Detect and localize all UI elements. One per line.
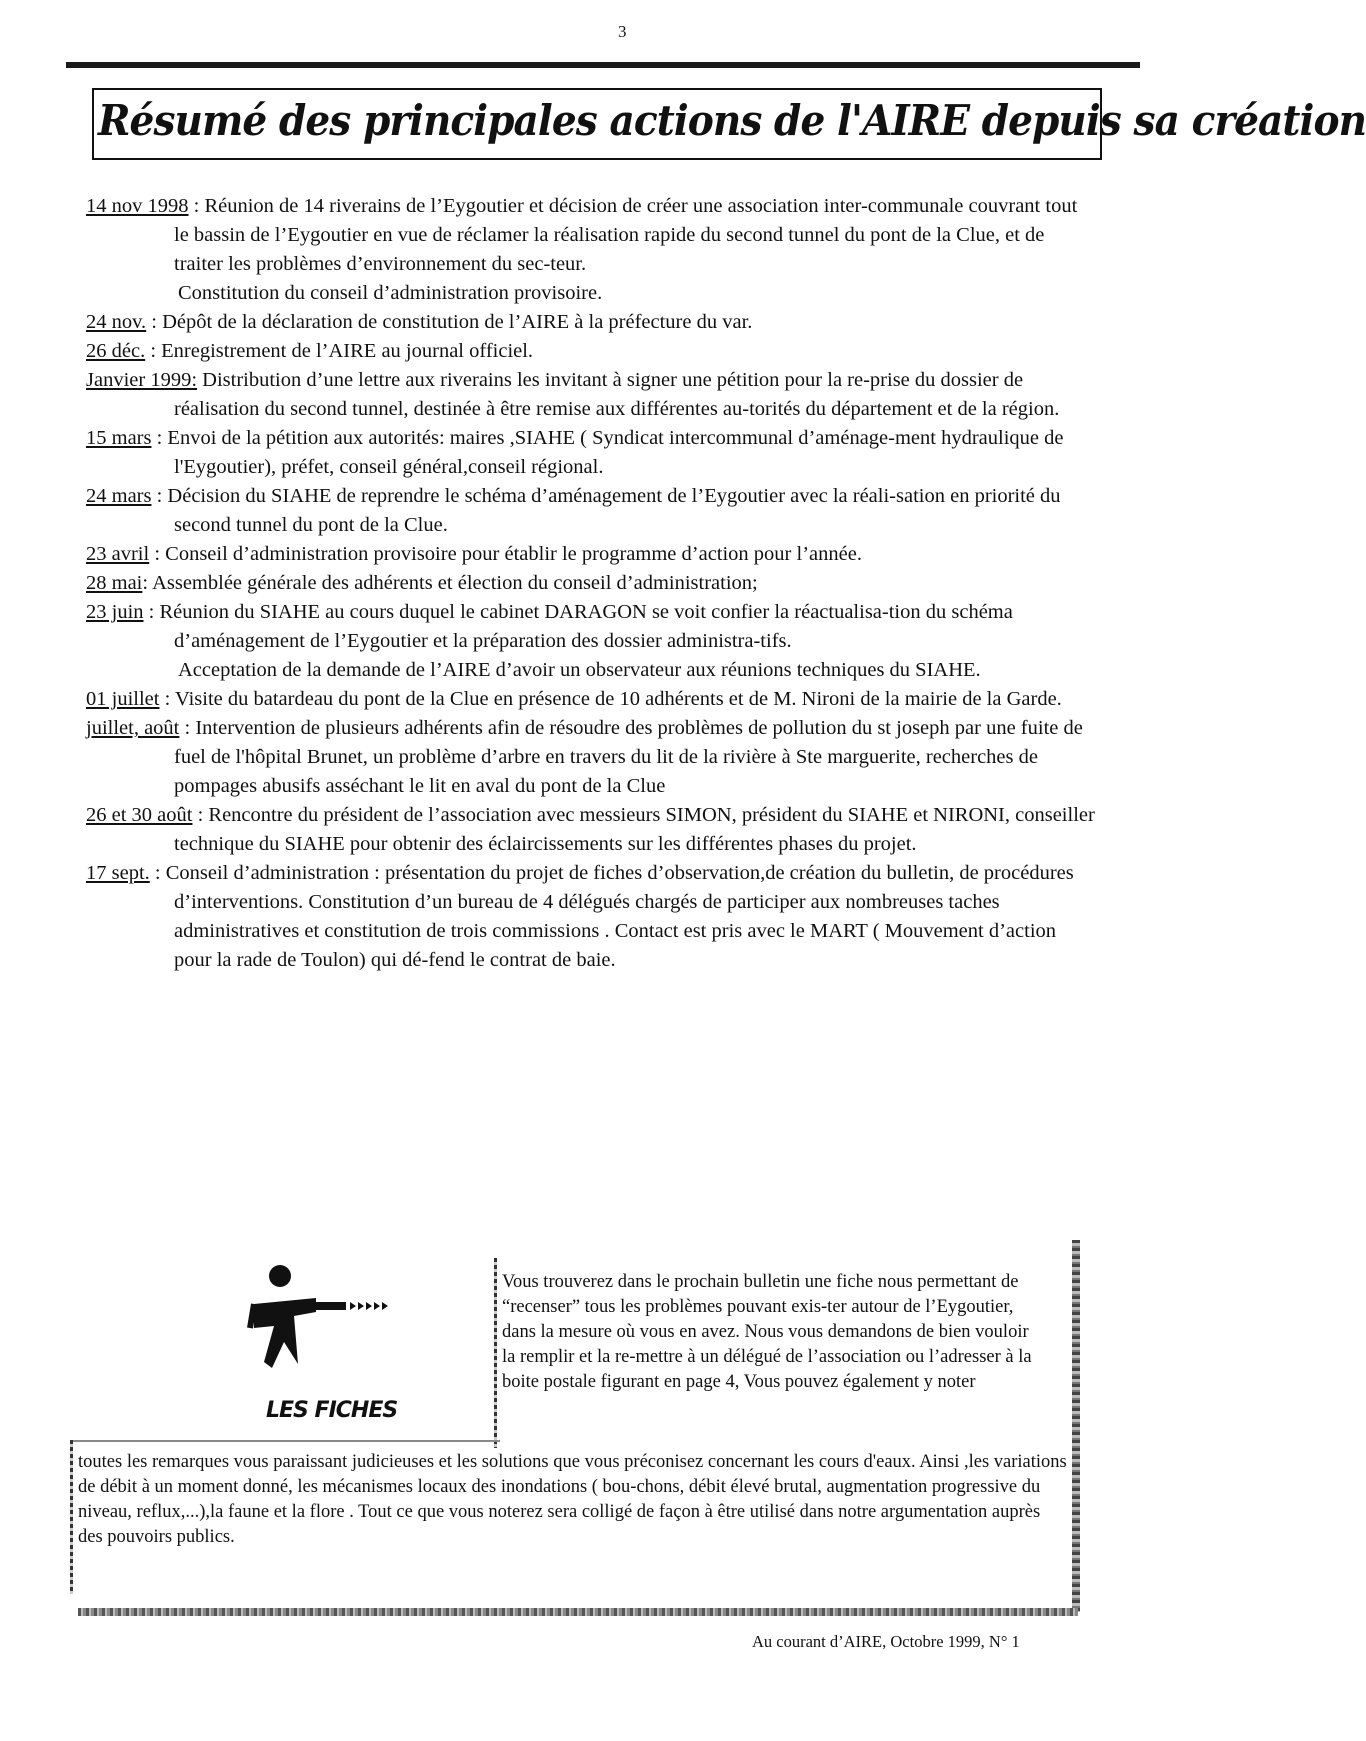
action-entry: [86, 540, 1096, 569]
entry-text: : Réunion du SIAHE au cours duquel le cabinet DARAGON se voit confier la réactualisa-tion du schéma d’aménagement de l’Eygoutier et la préparation des dossier administra-tifs.: [143, 601, 1013, 652]
entry-text: : Conseil d’administration : présentation du projet de fiches d’observation,de création du bulletin, de procédures d’interventions. Constitution d’un bureau de 4 délégués chargés de participer aux nombreuses taches administratives et constitution de trois commissions . Contact est pris avec le MART ( Mouvement d’action pour la rade de Toulon) qui dé-fend le contrat de baie.: [149, 862, 1074, 971]
entry-date: Janvier 1999:: [86, 369, 198, 391]
entry-date: 17 sept.: [86, 862, 150, 884]
entry-date: 15 mars: [86, 427, 152, 449]
action-entry: [86, 598, 1096, 656]
les-fiches-label: LES FICHES: [266, 1398, 398, 1423]
entry-text: : Rencontre du président de l’association avec messieurs SIMON, président du SIAHE et NIRONI, conseiller technique du SIAHE pour obtenir des éclaircissements sur les différentes phases du projet.: [174, 804, 1095, 855]
header-rule: [66, 62, 1140, 68]
entry-text: : Assemblée générale des adhérents et élection du conseil d’administration;: [142, 572, 758, 594]
entry-text: : Envoi de la pétition aux autorités: maires ,SIAHE ( Syndicat intercommunal d’aménage-ment hydraulique de l'Eygoutier), préfet, conseil général,conseil régional.: [151, 427, 1064, 478]
notice-text-top: Vous trouverez dans le prochain bulletin une fiche nous permettant de “recenser” tous les problèmes pouvant exis-ter autour de l’Eygoutier, dans la mesure où vous en avez. Nous vous demandons de bien vouloir la remplir et la re-mettre à un délégué de l’association ou l’adresser à la boite postale figurant en page 4, Vous pouvez également y noter: [502, 1272, 1032, 1392]
action-entry: [86, 482, 1096, 540]
action-entry: [86, 337, 1096, 366]
entry-date: 14 nov 1998: [86, 195, 189, 217]
entry-date: 26 et 30 août: [86, 804, 193, 826]
entry-text: : Conseil d’administration provisoire pour établir le programme d’action pour l’année.: [149, 543, 862, 565]
action-entry: [86, 859, 1096, 975]
notice-text-bottom: toutes les remarques vous paraissant judicieuses et les solutions que vous préconisez concernant les cours d'eaux. Ainsi ,les variations de débit à un moment donné, les mécanismes locaux des inondations ( bou-chons, débit élevé brutal, augmentation progressive du niveau, reflux,...),la faune et la flore . Tout ce que vous noterez sera colligé de façon à être utilisé dans notre argumentation auprès des pouvoirs publics.: [78, 1452, 1067, 1547]
action-entry: [86, 569, 1096, 598]
entry-text: : Visite du batardeau du pont de la Clue en présence de 10 adhérents et de M. Nironi de la mairie de la Garde.: [159, 688, 1062, 710]
entry-text: : Intervention de plusieurs adhérents afin de résoudre des problèmes de pollution du st joseph par une fuite de fuel de l'hôpital Brunet, un problème d’arbre en travers du lit de la rivière à Ste marguerite, recherches de pompages abusifs asséchant le lit en aval du pont de la Clue: [174, 717, 1083, 797]
entry-date: 26 déc.: [86, 340, 146, 362]
entry-date: 23 juin: [86, 601, 144, 623]
entry-text: Distribution d’une lettre aux riverains les invitant à signer une pétition pour la re-prise du dossier de réalisation du second tunnel, destinée à être remise aux différentes au-torités du département et de la région.: [174, 369, 1060, 420]
action-entry: [86, 801, 1096, 859]
action-entry: [86, 424, 1096, 482]
entry-date: 01 juillet: [86, 688, 160, 710]
figure-icon: [254, 1264, 404, 1404]
divider-right: [1072, 1240, 1080, 1612]
entry-date: 24 nov.: [86, 311, 147, 333]
entry-date: juillet, août: [86, 717, 180, 739]
divider-mid: [72, 1440, 500, 1442]
entry-extra: Constitution du conseil d’administration provisoire.: [178, 282, 603, 304]
entry-text: : Dépôt de la déclaration de constitution de l’AIRE à la préfecture du var.: [146, 311, 753, 333]
divider-left-lower: [70, 1440, 73, 1594]
entry-date: 23 avril: [86, 543, 150, 565]
action-entry: [86, 366, 1096, 424]
entry-text: : Réunion de 14 riverains de l’Eygoutier et décision de créer une association inter-communale couvrant tout le bassin de l’Eygoutier en vue de réclamer la réalisation rapide du second tunnel du pont de la Clue, et de traiter les problèmes d’environnement du sec-teur.: [174, 195, 1078, 275]
divider-bottom: [78, 1608, 1078, 1616]
entry-extra: Acceptation de la demande de l’AIRE d’avoir un observateur aux réunions techniques du SIAHE.: [178, 659, 981, 681]
action-entry: [86, 192, 1096, 279]
page-title: Résumé des principales actions de l'AIRE depuis sa création: [98, 96, 1366, 145]
page-number: 3: [618, 22, 627, 41]
title-box: [92, 88, 1366, 160]
entry-text: : Enregistrement de l’AIRE au journal officiel.: [145, 340, 534, 362]
entry-date: 24 mars: [86, 485, 152, 507]
divider-left: [494, 1258, 497, 1448]
action-entry: [86, 685, 1096, 714]
entry-text: : Décision du SIAHE de reprendre le schéma d’aménagement de l’Eygoutier avec la réali-sation en priorité du second tunnel du pont de la Clue.: [151, 485, 1061, 536]
actions-list: [86, 192, 1096, 975]
entry-date: 28 mai: [86, 572, 143, 594]
action-entry: [86, 308, 1096, 337]
action-entry: [86, 714, 1096, 801]
footer-citation: Au courant d’AIRE, Octobre 1999, N° 1: [752, 1632, 1020, 1651]
